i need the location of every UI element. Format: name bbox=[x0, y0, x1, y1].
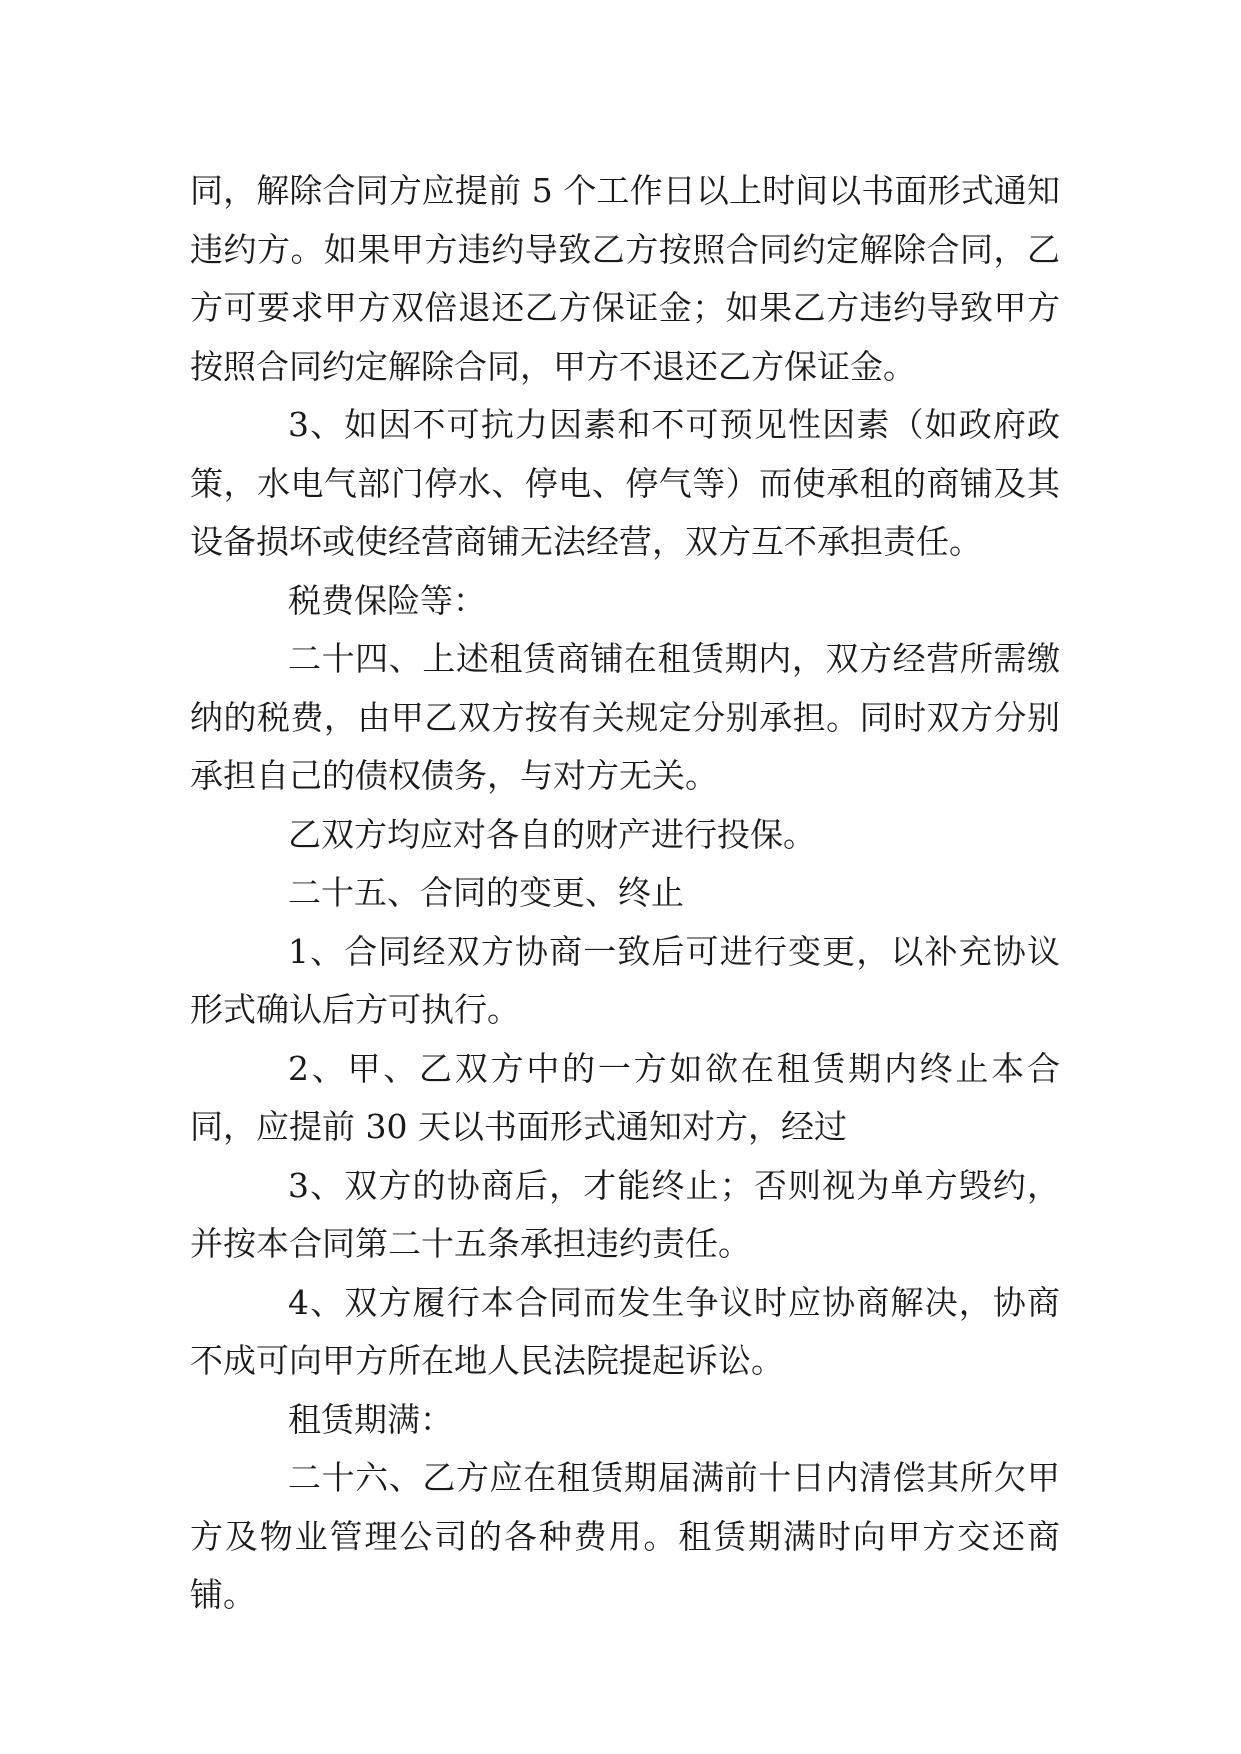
paragraph-force-majeure: 3、如因不可抗力因素和不可预见性因素（如政府政策，水电气部门停水、停电、停气等）而使承租的商铺及其设备损坏或使经营商铺无法经营，双方互不承担责任。 bbox=[190, 405, 1060, 561]
paragraph-article-24: 二十四、上述租赁商铺在租赁期内，双方经营所需缴纳的税费，由甲乙双方按有关规定分别承担。同时双方分别承担自己的债权债务，与对方无关。 bbox=[190, 639, 1060, 795]
paragraph-insurance: 乙双方均应对各自的财产进行投保。 bbox=[288, 814, 816, 854]
paragraph-early-termination: 2、甲、乙双方中的一方如欲在租赁期内终止本合同，应提前 30 天以书面形式通知对方，经过 bbox=[190, 1048, 1060, 1146]
paragraph-breach: 3、双方的协商后，才能终止；否则视为单方毁约，并按本合同第二十五条承担违约责任。 bbox=[190, 1165, 1060, 1263]
paragraph-dispute: 4、双方履行本合同而发生争议时应协商解决，协商不成可向甲方所在地人民法院提起诉讼。 bbox=[190, 1282, 1060, 1380]
paragraph-article-26: 二十六、乙方应在租赁期届满前十日内清偿其所欠甲方及物业管理公司的各种费用。租赁期满时向甲方交还商铺。 bbox=[190, 1458, 1060, 1614]
section-heading-article-25: 二十五、合同的变更、终止 bbox=[288, 873, 684, 912]
section-heading-lease-expiry: 租赁期满： bbox=[288, 1399, 453, 1439]
paragraph-amendment: 1、合同经双方协商一致后可进行变更，以补充协议形式确认后方可执行。 bbox=[190, 931, 1060, 1029]
paragraph-termination-notice: 同，解除合同方应提前 5 个工作日以上时间以书面形式通知违约方。如果甲方违约导致乙方按照合同约定解除合同，乙方可要求甲方双倍退还乙方保证金；如果乙方违约导致甲方按照合同约定解除合同，甲方不退还乙方保证金。 bbox=[190, 171, 1060, 386]
document-body bbox=[190, 162, 1060, 1625]
section-heading-taxes-insurance: 税费保险等： bbox=[288, 580, 486, 620]
